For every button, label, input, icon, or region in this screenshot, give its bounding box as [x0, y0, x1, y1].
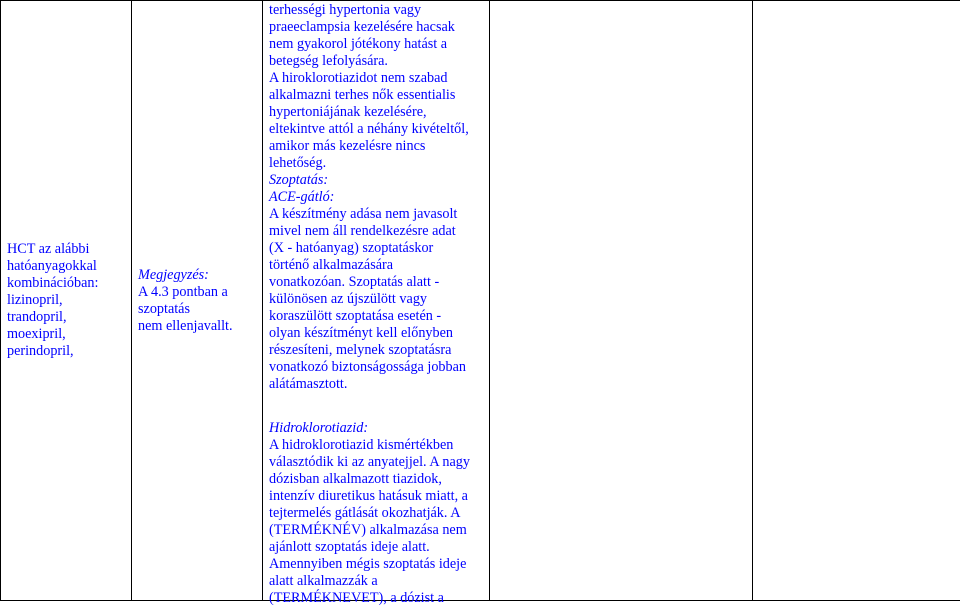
substance-line: hatóanyagokkal [7, 258, 125, 275]
substance-cell [1, 1, 132, 601]
text-line: intenzív diuretikus hatásuk miatt, a [269, 488, 485, 505]
note-line: A 4.3 pontban a szoptatás [138, 284, 256, 318]
substance-line: moexipril, [7, 326, 125, 343]
substance-line: perindopril, [7, 343, 125, 360]
substance-line: lizinopril, [7, 292, 125, 309]
text-line: terhességi hypertonia vagy [269, 2, 485, 19]
text-line: ajánlott szoptatás ideje alatt. [269, 539, 485, 556]
section-heading-ace: ACE-gátló: [269, 189, 485, 206]
text-line: különösen az újszülött vagy [269, 291, 485, 308]
text-line: amikor más kezelésre nincs [269, 138, 485, 155]
text-line: betegség lefolyására. [269, 53, 485, 70]
text-line: választódik ki az anyatejjel. A nagy [269, 454, 485, 471]
text-line: lehetőség. [269, 155, 485, 172]
text-line: eltekintve attól a néhány kivételtől, [269, 121, 485, 138]
text-line: A hidroklorotiazid kismértékben [269, 437, 485, 454]
table-row [1, 1, 960, 601]
empty-cell [490, 1, 753, 601]
text-line: vonatkozó biztonságossága jobban [269, 359, 485, 376]
text-line: történő alkalmazására [269, 257, 485, 274]
text-line: praeeclampsia kezelésére hacsak [269, 19, 485, 36]
text-line: koraszülött szoptatása esetén - [269, 308, 485, 325]
note-line: nem ellenjavallt. [138, 318, 256, 335]
text-line: alátámasztott. [269, 376, 485, 393]
note-heading: Megjegyzés: [138, 267, 256, 284]
text-cell [263, 1, 490, 601]
text-line: Amennyiben mégis szoptatás ideje [269, 556, 485, 573]
text-line: vonatkozóan. Szoptatás alatt - [269, 274, 485, 291]
text-line: alatt alkalmazzák a [269, 573, 485, 590]
text-line: A készítmény adása nem javasolt [269, 206, 485, 223]
text-line: részesíteni, melynek szoptatásra [269, 342, 485, 359]
section-heading-breastfeeding: Szoptatás: [269, 172, 485, 189]
text-line: dózisban alkalmazott tiazidok, [269, 471, 485, 488]
text-line: A hiroklorotiazidot nem szabad [269, 70, 485, 87]
text-line: olyan készítményt kell előnyben [269, 325, 485, 342]
paragraph-gap [269, 393, 485, 420]
note-cell [132, 1, 263, 601]
substance-line: HCT az alábbi [7, 241, 125, 258]
text-body [269, 2, 485, 607]
text-line: (TERMÉKNÉV) alkalmazása nem [269, 522, 485, 539]
empty-cell [753, 1, 960, 601]
text-line: alkalmazni terhes nők essentialis [269, 87, 485, 104]
text-line: mivel nem áll rendelkezésre adat [269, 223, 485, 240]
substance-line: kombinációban: [7, 275, 125, 292]
substance-line: trandopril, [7, 309, 125, 326]
text-line: (TERMÉKNEVET), a dózist a [269, 590, 485, 607]
text-line: (X - hatóanyag) szoptatáskor [269, 240, 485, 257]
text-line: hypertoniájának kezelésére, [269, 104, 485, 121]
text-line: tejtermelés gátlását okozhatják. A [269, 505, 485, 522]
text-line: nem gyakorol jótékony hatást a [269, 36, 485, 53]
section-heading-hct: Hidroklorotiazid: [269, 420, 485, 437]
